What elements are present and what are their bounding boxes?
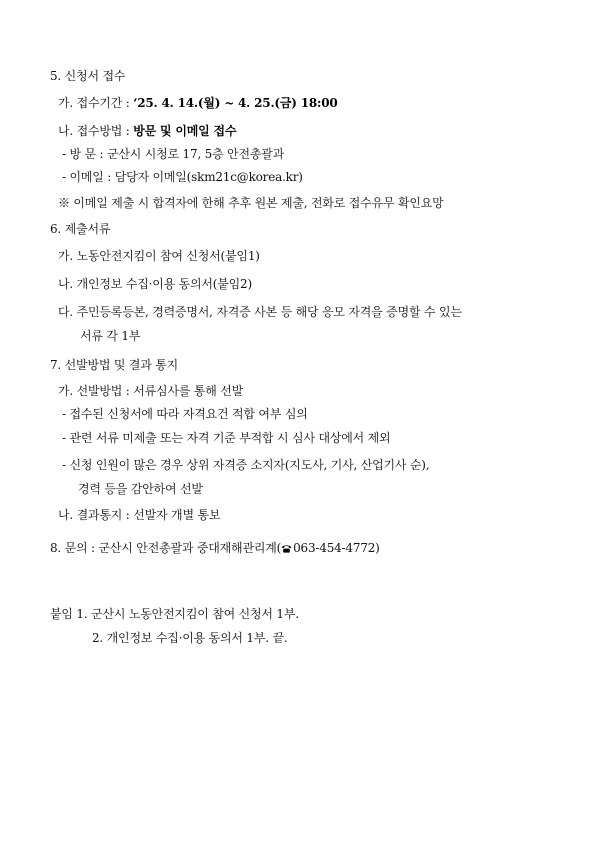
selection-criteria-3-line1: - 신청 인원이 많은 경우 상위 자격증 소지자(지도사, 기사, 산업기사 순),: [62, 458, 430, 472]
doc-certificates-line1: 다. 주민등록등본, 경력증명서, 자격증 사본 등 해당 응모 자격을 증명할 수 있는: [58, 305, 462, 319]
email-contact: - 이메일 : 담당자 이메일(skm21c@korea.kr): [62, 170, 303, 184]
doc-privacy-consent: 나. 개인정보 수집·이용 동의서(붙임2): [58, 277, 252, 291]
section-6-heading: 6. 제출서류: [50, 222, 111, 236]
section-8-inquiry: [50, 540, 380, 556]
submission-note: ※ 이메일 제출 시 합격자에 한해 추후 원본 제출, 전화로 접수유무 확인요망: [58, 196, 444, 210]
receipt-method: [58, 123, 236, 139]
doc-certificates-line2: 서류 각 1부: [80, 329, 141, 343]
section-5-heading: 5. 신청서 접수: [50, 69, 126, 83]
attachment-2: 2. 개인정보 수집·이용 동의서 1부. 끝.: [92, 631, 288, 645]
receipt-method-value: 방문 및 이메일 접수: [133, 124, 237, 138]
inquiry-phone: 063-454-4772): [293, 541, 380, 555]
telephone-icon: [281, 544, 292, 553]
selection-method: 가. 선발방법 : 서류심사를 통해 선발: [58, 384, 244, 398]
receipt-method-label: 나. 접수방법 :: [58, 124, 134, 138]
selection-criteria-1: - 접수된 신청서에 따라 자격요건 적합 여부 심의: [62, 407, 308, 421]
receipt-period: [58, 95, 338, 111]
receipt-period-label: 가. 접수기간 :: [58, 96, 134, 110]
section-7-heading: 7. 선발방법 및 결과 통지: [50, 358, 179, 372]
result-notification: 나. 결과통지 : 선발자 개별 통보: [58, 508, 221, 522]
visit-address: - 방 문 : 군산시 시청로 17, 5층 안전총괄과: [62, 147, 285, 161]
doc-application-form: 가. 노동안전지킴이 참여 신청서(붙임1): [58, 249, 260, 263]
receipt-period-value: ‘25. 4. 14.(월) ~ 4. 25.(금) 18:00: [133, 96, 338, 110]
selection-criteria-3-line2: 경력 등을 감안하여 선발: [78, 482, 203, 496]
attachment-1: 붙임 1. 군산시 노동안전지킴이 참여 신청서 1부.: [50, 607, 299, 621]
selection-criteria-2: - 관련 서류 미제출 또는 자격 기준 부적합 시 심사 대상에서 제외: [62, 431, 391, 445]
inquiry-label: 8. 문의 : 군산시 안전총괄과 중대재해관리계(: [50, 541, 282, 555]
